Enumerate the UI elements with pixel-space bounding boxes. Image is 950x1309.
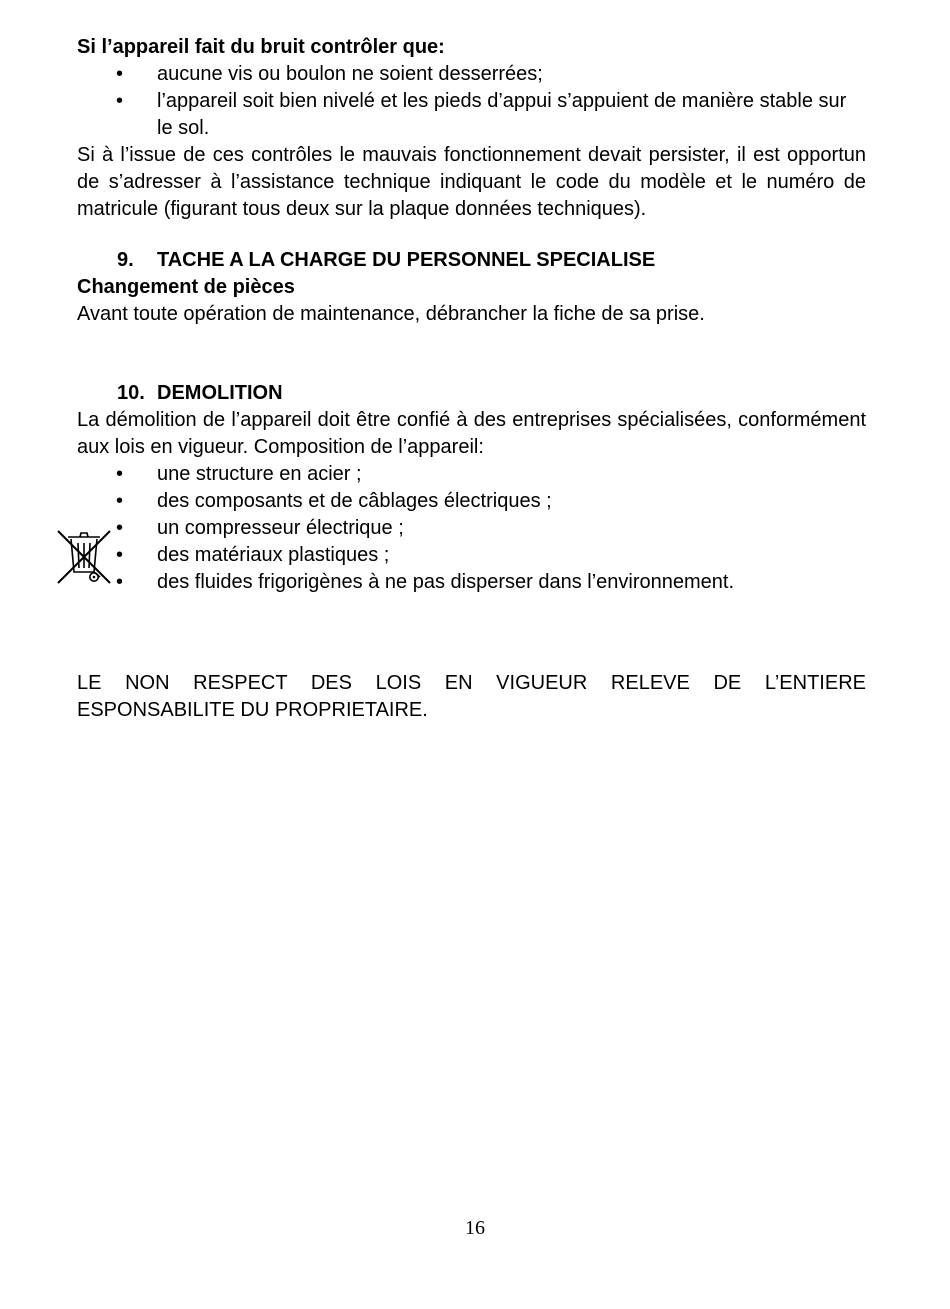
- list-item: • des composants et de câblages électriques ;: [77, 488, 866, 515]
- page-number: 16: [465, 1217, 485, 1239]
- section-9-heading: [77, 247, 866, 274]
- composition-list: [77, 461, 866, 596]
- page-content: [77, 34, 866, 724]
- section-title: DEMOLITION: [157, 382, 283, 404]
- section-10-intro: La démolition de l’appareil doit être confié à des entreprises spécialisées, conformément aux lois en vigueur. Composition de l’appareil:: [77, 409, 866, 458]
- warning-line-1: LE NON RESPECT DES LOIS EN VIGUEUR RELEVE DE L’ENTIERE: [77, 672, 866, 694]
- list-item: • un compresseur électrique ;: [77, 515, 866, 542]
- section-title: TACHE A LA CHARGE DU PERSONNEL SPECIALISE: [157, 249, 656, 271]
- list-item: • des fluides frigorigènes à ne pas disperser dans l’environnement.: [77, 569, 866, 596]
- noise-check-heading: Si l’appareil fait du bruit contrôler que:: [77, 36, 445, 58]
- section-9-subtitle: Changement de pièces: [77, 276, 295, 298]
- section-10-heading: [77, 380, 866, 407]
- list-item: • aucune vis ou boulon ne soient desserrées;: [77, 61, 866, 88]
- section-number: 10.: [117, 382, 145, 404]
- noise-check-list: [77, 61, 866, 142]
- section-9-text: Avant toute opération de maintenance, débrancher la fiche de sa prise.: [77, 303, 705, 325]
- list-item: • l’appareil soit bien nivelé et les pieds d’appui s’appuient de manière stable sur le sol.: [77, 88, 866, 142]
- section-number: 9.: [117, 249, 134, 271]
- list-item: • une structure en acier ;: [77, 461, 866, 488]
- crossed-out-wheeled-bin-icon: [54, 525, 114, 587]
- noise-check-paragraph: Si à l’issue de ces contrôles le mauvais fonctionnement devait persister, il est opportun de s’adresser à l’assistance technique indiquant le code du modèle et le numéro de matricule (figurant tous deux sur la plaque données techniques).: [77, 144, 866, 220]
- warning-line-2: ESPONSABILITE DU PROPRIETAIRE.: [77, 699, 428, 721]
- list-item: • des matériaux plastiques ;: [77, 542, 866, 569]
